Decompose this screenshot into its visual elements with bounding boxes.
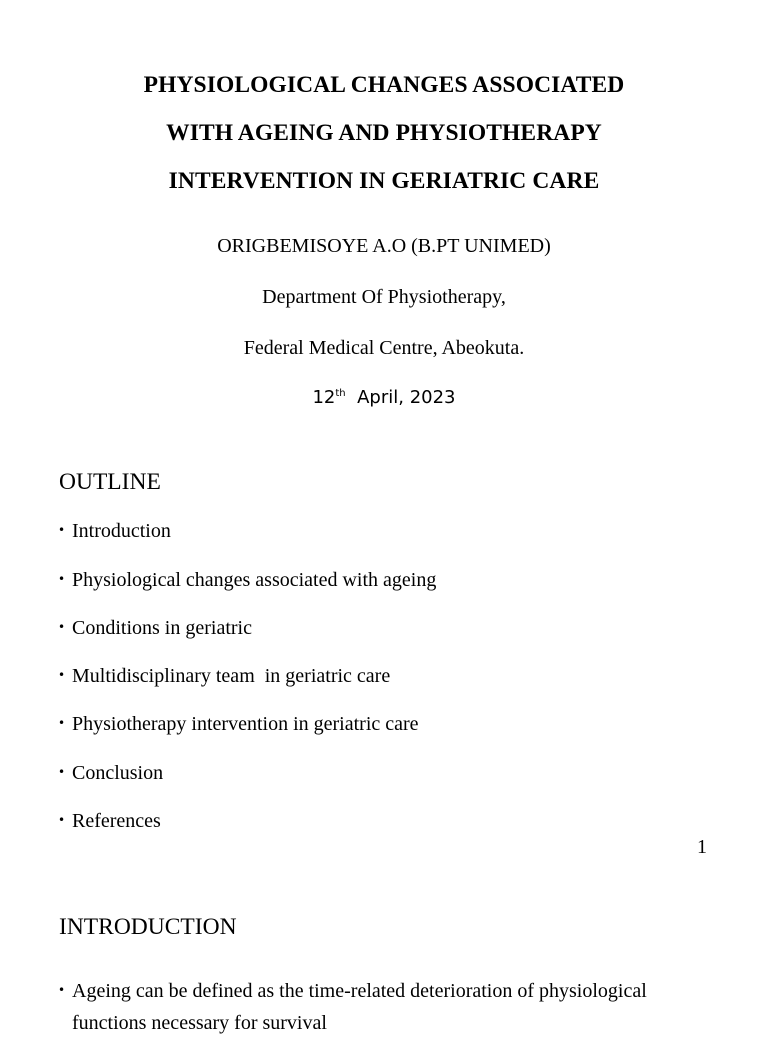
bullet-icon: • [58,523,66,537]
outline-item [58,517,171,544]
date-day: 12 [312,387,336,408]
outline-item [58,614,252,641]
outline-item [58,710,419,737]
introduction-heading: INTRODUCTION [59,914,237,940]
outline-item-label: Multidisciplinary team in geriatric care [72,665,391,687]
title-line-2: WITH AGEING AND PHYSIOTHERAPY [166,120,602,146]
date-rest: April, 2023 [357,387,456,408]
outline-item-label: Conclusion [72,762,164,784]
outline-heading: OUTLINE [59,469,161,495]
outline-item-label: Conditions in geriatric [72,617,252,639]
page-number: 1 [697,836,707,858]
outline-item-label: Physiological changes associated with ageing [72,569,437,591]
outline-item [58,566,436,593]
department: Department Of Physiotherapy, [262,286,506,308]
introduction-paragraph [58,974,718,1039]
outline-item-label: References [72,810,161,832]
bullet-icon: • [58,668,66,682]
date-suffix: th [335,388,346,399]
author: ORIGBEMISOYE A.O (B.PT UNIMED) [217,235,551,257]
bullet-icon: • [58,765,66,779]
title-line-3: INTERVENTION IN GERIATRIC CARE [168,168,600,194]
bullet-icon: • [58,716,66,730]
introduction-line-2: functions necessary for survival [72,1012,327,1034]
bullet-icon: • [58,572,66,586]
introduction-line-1: Ageing can be defined as the time-related deterioration of physiological [72,980,647,1002]
outline-item [58,759,163,786]
date [0,386,768,410]
outline-item [58,662,390,689]
outline-item [58,807,161,834]
title-line-1: PHYSIOLOGICAL CHANGES ASSOCIATED [143,72,625,98]
bullet-icon: • [58,983,66,997]
bullet-icon: • [58,620,66,634]
outline-item-label: Introduction [72,520,171,542]
outline-item-label: Physiotherapy intervention in geriatric care [72,713,419,735]
bullet-icon: • [58,813,66,827]
institution: Federal Medical Centre, Abeokuta. [243,337,525,359]
